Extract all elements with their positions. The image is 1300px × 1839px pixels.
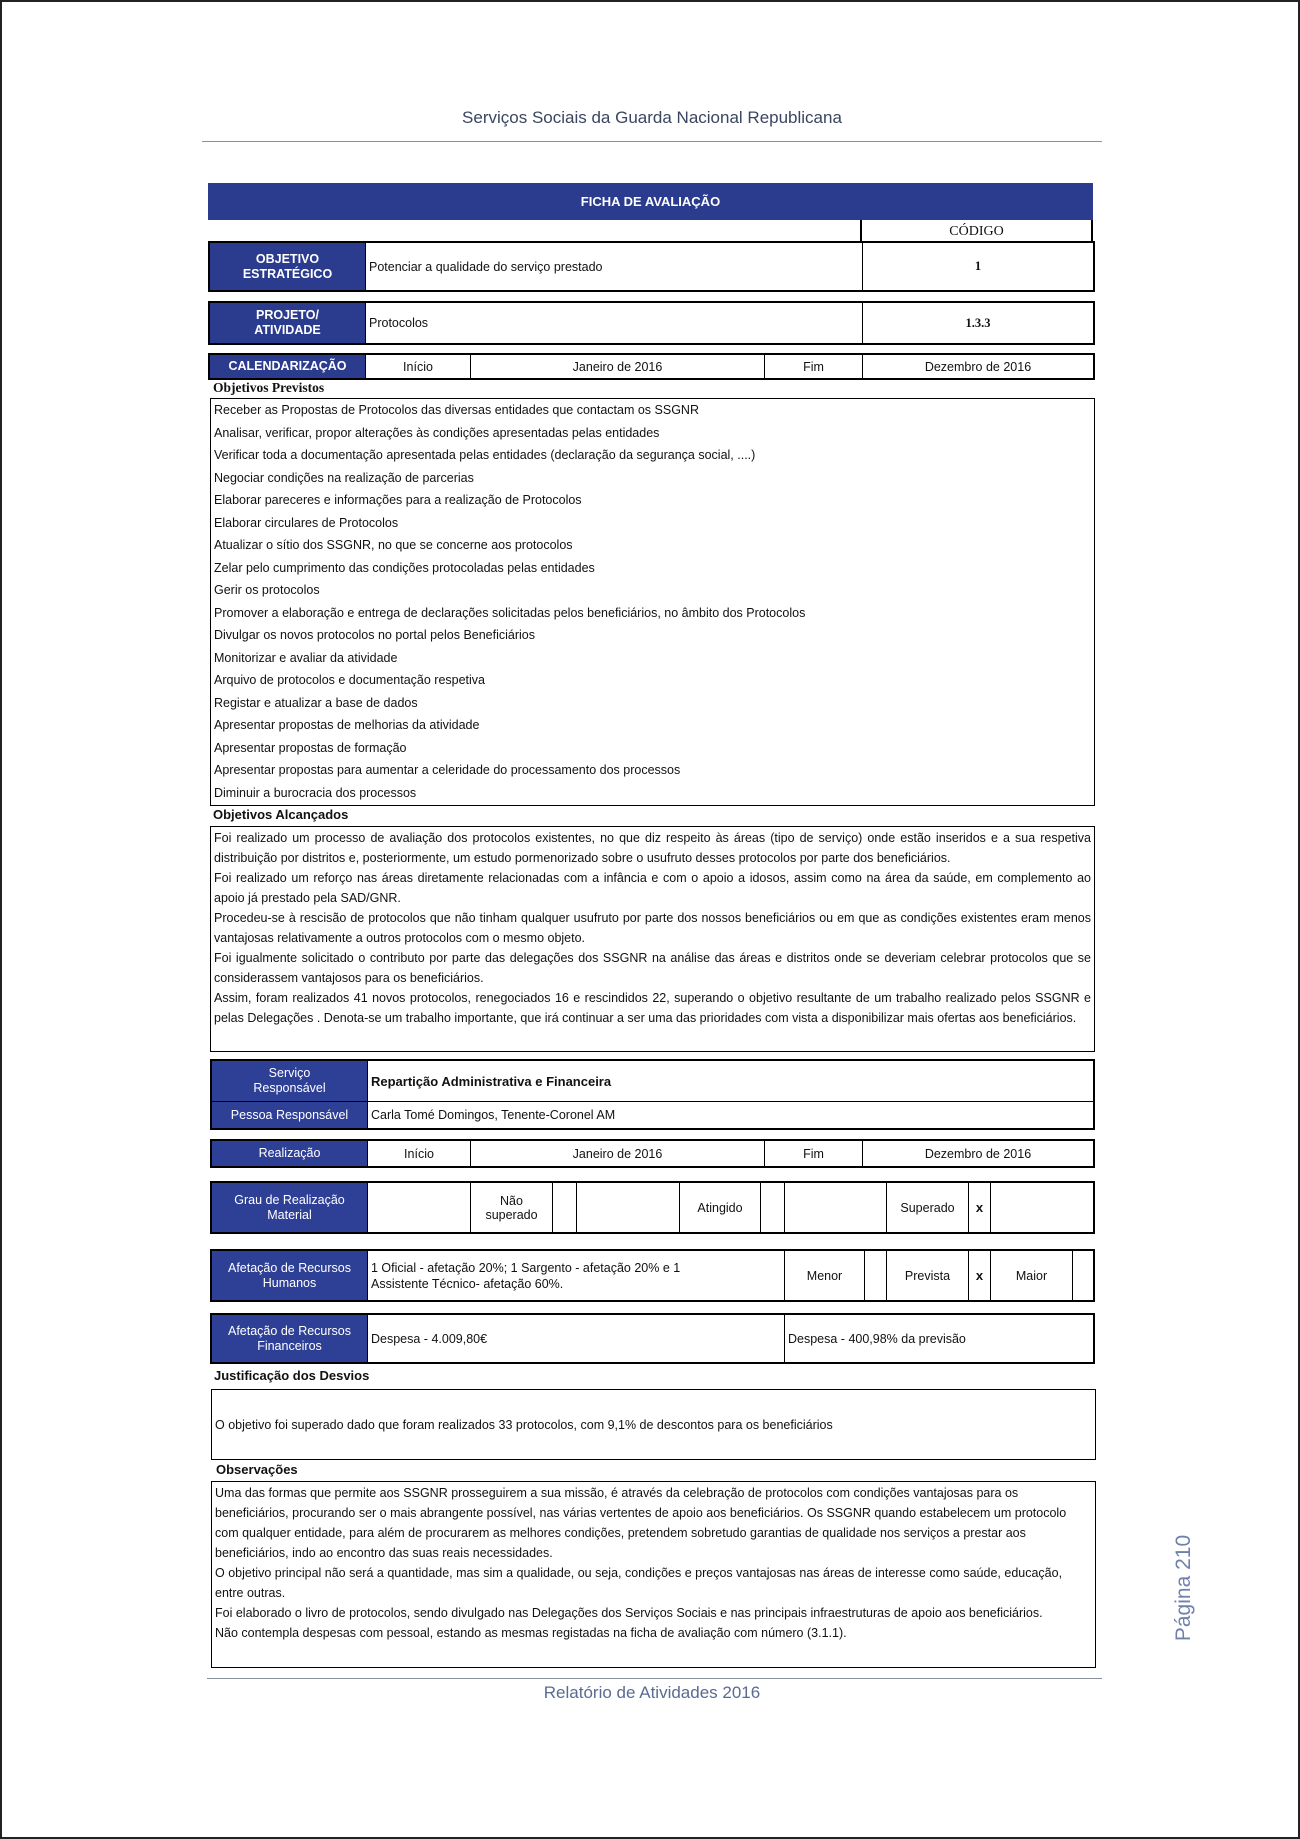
empty-cell bbox=[576, 1183, 679, 1232]
schedule-start-label: Início bbox=[365, 355, 470, 378]
list-item: Diminuir a burocracia dos processos bbox=[214, 785, 417, 800]
form-title-bar bbox=[208, 183, 1093, 220]
paragraph: Uma das formas que permite aos SSGNR prosseguirem a sua missão, é através da celebração de protocolos com condições vantajosas para os beneficiários, procurando ser o mais abrangente possível, nas várias vertentes de apoio aos beneficiários. Os SSGNR quando estabelecem um protocolo com qualquer entidade, para além de procurarem as melhores condições, pretendem sobretudo garantias de qualidade nos serviços a prestar aos beneficiários, indo ao encontro das suas reais necessidades. bbox=[215, 1486, 1067, 1560]
project-value: Protocolos bbox=[365, 303, 862, 343]
paragraph: O objetivo principal não será a quantidade, mas sim a qualidade, ou seja, condições e preços vantajosas nas áreas de interesse como saúde, educação, entre outras. bbox=[215, 1566, 1063, 1600]
document-header-title: Serviços Sociais da Guarda Nacional Republicana bbox=[462, 108, 842, 127]
paragraph: Foi realizado um reforço nas áreas diretamente relacionadas com a infância e com o apoio a idosos, assim como na área da saúde, em complemento ao apoio já prestado pela SAD/GNR. bbox=[214, 871, 1091, 905]
planned-objectives-list bbox=[210, 398, 1095, 806]
list-item: Elaborar circulares de Protocolos bbox=[214, 515, 399, 530]
execution-start-label: Início bbox=[367, 1141, 470, 1166]
list-item: Verificar toda a documentação apresentada pelas entidades (declaração da segurança social, ....) bbox=[214, 448, 756, 462]
paragraph: Procedeu-se à rescisão de protocolos que não tinham qualquer usufruto por parte dos nossos beneficiários ou em que as condições existentes eram menos vantajosas relativamente a outros protocolos com o mesmo objeto. bbox=[214, 911, 1091, 945]
strategic-objective-code: 1 bbox=[862, 243, 1093, 290]
paragraph: Foi elaborado o livro de protocolos, sendo divulgado nas Delegações dos Serviços Sociais e nas principais infraestruturas de apoio aos beneficiários. bbox=[215, 1606, 1043, 1620]
schedule-end-label: Fim bbox=[764, 355, 862, 378]
responsible-service-label-cell bbox=[212, 1061, 367, 1101]
paragraph: Assim, foram realizados 41 novos protocolos, renegociados 16 e rescindidos 22, superando o objetivo resultante de um trabalho realizado pelos SSGNR e pelas Delegações . Denota-se um trabalho importante, que irá continuar a ser uma das prioridades com vista a disponibilizar mais ofertas aos beneficiários. bbox=[214, 991, 1091, 1025]
human-resources-label: Afetação de Recursos Humanos bbox=[228, 1260, 351, 1290]
responsible-service-row bbox=[212, 1061, 1093, 1101]
human-resources-label-cell bbox=[212, 1251, 367, 1300]
execution-row bbox=[210, 1139, 1095, 1168]
financial-expense: Despesa - 4.009,80€ bbox=[367, 1315, 784, 1362]
deviation-justification-box bbox=[211, 1389, 1096, 1460]
empty-cell bbox=[990, 1183, 1093, 1232]
responsible-service-value: Repartição Administrativa e Financeira bbox=[367, 1061, 1093, 1101]
project-code: 1.3.3 bbox=[862, 303, 1093, 343]
financial-resources-label-cell bbox=[212, 1315, 367, 1362]
footer-report-title: Relatório de Atividades 2016 bbox=[543, 1683, 761, 1702]
schedule-row bbox=[208, 353, 1095, 380]
observations-heading: Observações bbox=[216, 1462, 298, 1477]
footer-divider bbox=[207, 1678, 1102, 1679]
human-resources-value: 1 Oficial - afetação 20%; 1 Sargento - afetação 20% e 1 Assistente Técnico- afetação 60%. bbox=[371, 1260, 681, 1291]
not-exceeded-cell bbox=[470, 1183, 552, 1232]
list-item: Receber as Propostas de Protocolos das diversas entidades que contactam os SSGNR bbox=[214, 403, 699, 417]
achieved-label: Atingido bbox=[679, 1183, 760, 1232]
list-item: Registar e atualizar a base de dados bbox=[214, 695, 418, 710]
financial-resources-row bbox=[210, 1313, 1095, 1364]
responsible-person-label: Pessoa Responsável bbox=[212, 1102, 367, 1128]
page-number-label: Página 210 bbox=[1172, 1534, 1195, 1642]
higher-label: Maior bbox=[990, 1251, 1072, 1300]
exceeded-checkbox: x bbox=[968, 1183, 990, 1232]
list-item: Apresentar propostas de formação bbox=[214, 740, 407, 755]
responsible-block bbox=[210, 1059, 1095, 1130]
list-item: Monitorizar e avaliar da atividade bbox=[214, 650, 398, 665]
planned-label: Prevista bbox=[886, 1251, 968, 1300]
schedule-start-value: Janeiro de 2016 bbox=[470, 355, 764, 378]
header-divider bbox=[202, 141, 1102, 142]
project-row bbox=[208, 301, 1095, 345]
project-label: PROJETO/ ATIVIDADE bbox=[254, 308, 321, 337]
paragraph: Foi igualmente solicitado o contributo por parte das delegações dos SSGNR na análise das áreas e distritos onde se deveriam celebrar protocolos que se considerassem vantajosos para os beneficiários. bbox=[214, 951, 1091, 985]
empty-cell bbox=[784, 1183, 886, 1232]
strategic-objective-label-cell bbox=[210, 243, 365, 290]
schedule-label: CALENDARIZAÇÃO bbox=[210, 355, 365, 378]
financial-expense-vs-forecast: Despesa - 400,98% da previsão bbox=[784, 1315, 1093, 1362]
list-item: Analisar, verificar, propor alterações às condições apresentadas pelas entidades bbox=[214, 425, 660, 440]
achieved-objectives-text bbox=[210, 826, 1095, 1052]
material-completion-row bbox=[210, 1181, 1095, 1234]
achieved-checkbox bbox=[760, 1183, 784, 1232]
list-item: Promover a elaboração e entrega de declarações solicitadas pelos beneficiários, no âmbito dos Protocolos bbox=[214, 605, 806, 620]
planned-checkbox: x bbox=[968, 1251, 990, 1300]
execution-end-value: Dezembro de 2016 bbox=[862, 1141, 1093, 1166]
responsible-service-label: Serviço Responsável bbox=[253, 1066, 326, 1095]
human-resources-value-cell bbox=[367, 1251, 784, 1300]
strategic-objective-row bbox=[208, 241, 1095, 292]
project-label-cell bbox=[210, 303, 365, 343]
paragraph: Não contempla despesas com pessoal, estando as mesmas registadas na ficha de avaliação com número (3.1.1). bbox=[215, 1626, 847, 1640]
deviation-justification-heading: Justificação dos Desvios bbox=[214, 1368, 370, 1383]
execution-start-value: Janeiro de 2016 bbox=[470, 1141, 764, 1166]
list-item: Arquivo de protocolos e documentação respetiva bbox=[214, 673, 485, 687]
list-item: Apresentar propostas de melhorias da atividade bbox=[214, 718, 480, 732]
lower-checkbox bbox=[864, 1251, 886, 1300]
responsible-person-value: Carla Tomé Domingos, Tenente-Coronel AM bbox=[367, 1102, 1093, 1128]
higher-checkbox bbox=[1072, 1251, 1093, 1300]
code-header: CÓDIGO bbox=[860, 220, 1093, 241]
exceeded-label: Superado bbox=[886, 1183, 968, 1232]
strategic-objective-value: Potenciar a qualidade do serviço prestado bbox=[365, 243, 862, 290]
empty-cell bbox=[367, 1183, 470, 1232]
list-item: Gerir os protocolos bbox=[214, 583, 320, 597]
not-exceeded-checkbox bbox=[552, 1183, 576, 1232]
list-item: Zelar pelo cumprimento das condições protocoladas pelas entidades bbox=[214, 560, 595, 575]
schedule-end-value: Dezembro de 2016 bbox=[862, 355, 1093, 378]
achieved-objectives-heading: Objetivos Alcançados bbox=[213, 807, 349, 822]
not-exceeded-label: Não superado bbox=[485, 1193, 538, 1222]
strategic-objective-label: OBJETIVO ESTRATÉGICO bbox=[242, 251, 333, 281]
list-item: Negociar condições na realização de parcerias bbox=[214, 470, 474, 485]
material-completion-label-cell bbox=[212, 1183, 367, 1232]
list-item: Divulgar os novos protocolos no portal pelos Beneficiários bbox=[214, 628, 536, 642]
responsible-person-row bbox=[212, 1101, 1093, 1128]
execution-label: Realização bbox=[212, 1141, 367, 1166]
deviation-justification-text: O objetivo foi superado dado que foram realizados 33 protocolos, com 9,1% de descontos para os beneficiários bbox=[215, 1417, 833, 1432]
lower-label: Menor bbox=[784, 1251, 864, 1300]
list-item: Apresentar propostas para aumentar a celeridade do processamento dos processos bbox=[214, 763, 681, 777]
paragraph: Foi realizado um processo de avaliação dos protocolos existentes, no que diz respeito às áreas (tipo de serviço) onde estão inseridos e a sua respetiva distribuição por distritos e, posteriormente, um estudo pormenorizado sobre o usufruto desses protocolos por parte dos beneficiários. bbox=[214, 831, 1091, 865]
observations-text bbox=[211, 1481, 1096, 1668]
execution-end-label: Fim bbox=[764, 1141, 862, 1166]
human-resources-row bbox=[210, 1249, 1095, 1302]
financial-resources-label: Afetação de Recursos Financeiros bbox=[228, 1323, 351, 1353]
material-completion-label: Grau de Realização Material bbox=[234, 1192, 345, 1222]
form-title: FICHA DE AVALIAÇÃO bbox=[580, 194, 721, 209]
list-item: Atualizar o sítio dos SSGNR, no que se concerne aos protocolos bbox=[214, 538, 573, 552]
planned-objectives-heading: Objetivos Previstos bbox=[213, 380, 325, 395]
list-item: Elaborar pareceres e informações para a realização de Protocolos bbox=[214, 493, 582, 507]
